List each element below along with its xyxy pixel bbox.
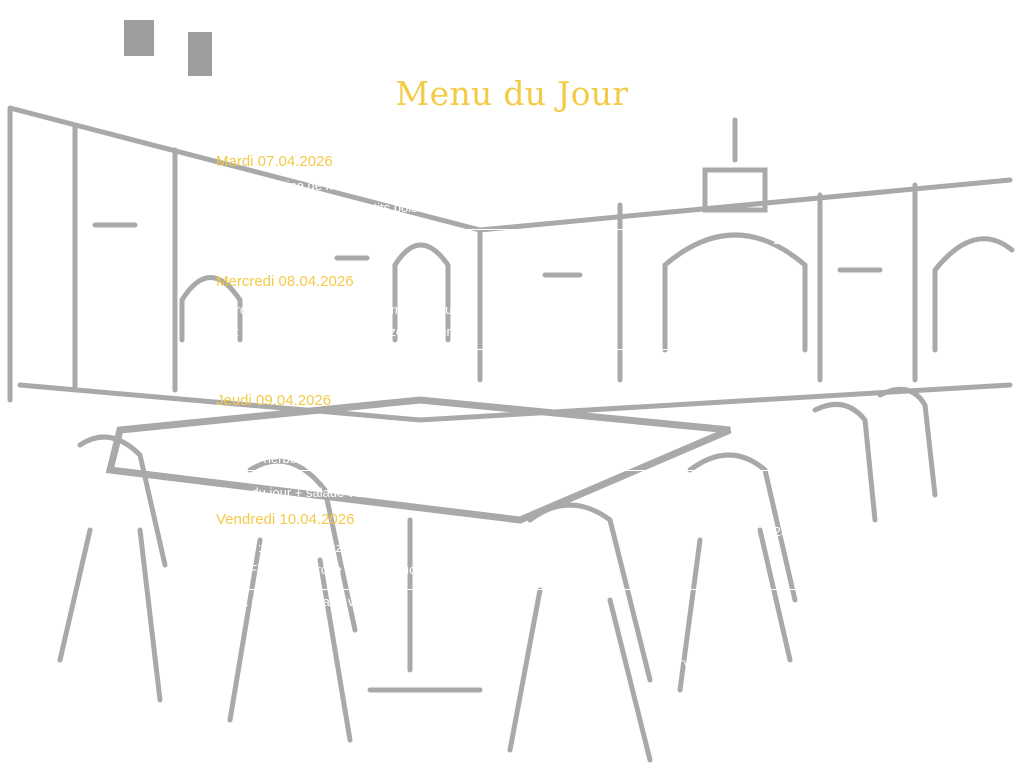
menu-row-entree (216, 418, 806, 440)
menu-item-label: Pizza du jour + salade verte (216, 485, 377, 500)
menu-item-label: Plat : ... herbes (216, 451, 304, 466)
menu-row-entree (216, 524, 806, 559)
divider (216, 589, 800, 590)
divider (216, 470, 800, 471)
day-date: Vendredi 10.04.2026 (216, 511, 355, 528)
menu-item-label: Entrée : Tartine de houmous (216, 178, 380, 193)
day-date: Jeudi 09.04.2026 (216, 392, 332, 409)
day-section (216, 511, 806, 613)
menu-item-price: 23.- (773, 524, 796, 539)
menu-item-price: 21.- (773, 232, 796, 247)
day-section (216, 273, 806, 371)
menu-item-label: Pizza du jour + salade verte (216, 232, 377, 247)
menu-row-plat (216, 321, 806, 343)
day-section (216, 392, 806, 504)
menu-item-price: 23.50 (763, 421, 796, 436)
menu-row-pizza (216, 591, 806, 613)
menu-row-plat (216, 197, 806, 219)
menu-item-label: Pizza du jour + salade verte (216, 352, 377, 367)
footer-note: TVA incluse (676, 658, 739, 672)
menu-row-entree (216, 175, 806, 197)
day-date: Mercredi 08.04.2026 (216, 273, 354, 290)
menu-item-label: Pizza du jour + salade verte (216, 594, 377, 609)
menu-item-label: Plat : Poulet rôti, frites & petits pois (216, 200, 418, 215)
menu-row-pizza (216, 349, 806, 371)
menu-item-price: 21.- (773, 485, 796, 500)
day-date: Mardi 07.04.2026 (216, 153, 333, 170)
menu-item-label: Entrée : Tomate mozzarella (216, 540, 374, 555)
menu-row-plat (216, 559, 806, 581)
menu-row-entree (216, 299, 806, 321)
menu-item-label: Entrée : Salade de pâtes, légumes & sauce (216, 302, 467, 317)
menu-row-pizza (216, 482, 806, 504)
menu-row-pizza (216, 229, 806, 251)
page-title: Menu du Jour (395, 74, 629, 113)
pendant-lamp-icon (188, 18, 212, 76)
day-section (216, 153, 806, 251)
menu-item-label: Plat : Risotto aux noix, gorgonzola & poire (216, 324, 459, 339)
menu-row-plat (216, 448, 806, 470)
pendant-lamp-icon (124, 20, 154, 56)
menu-item-label: Plat : Filets de perche panés, sauce tartare & frites (216, 562, 508, 577)
